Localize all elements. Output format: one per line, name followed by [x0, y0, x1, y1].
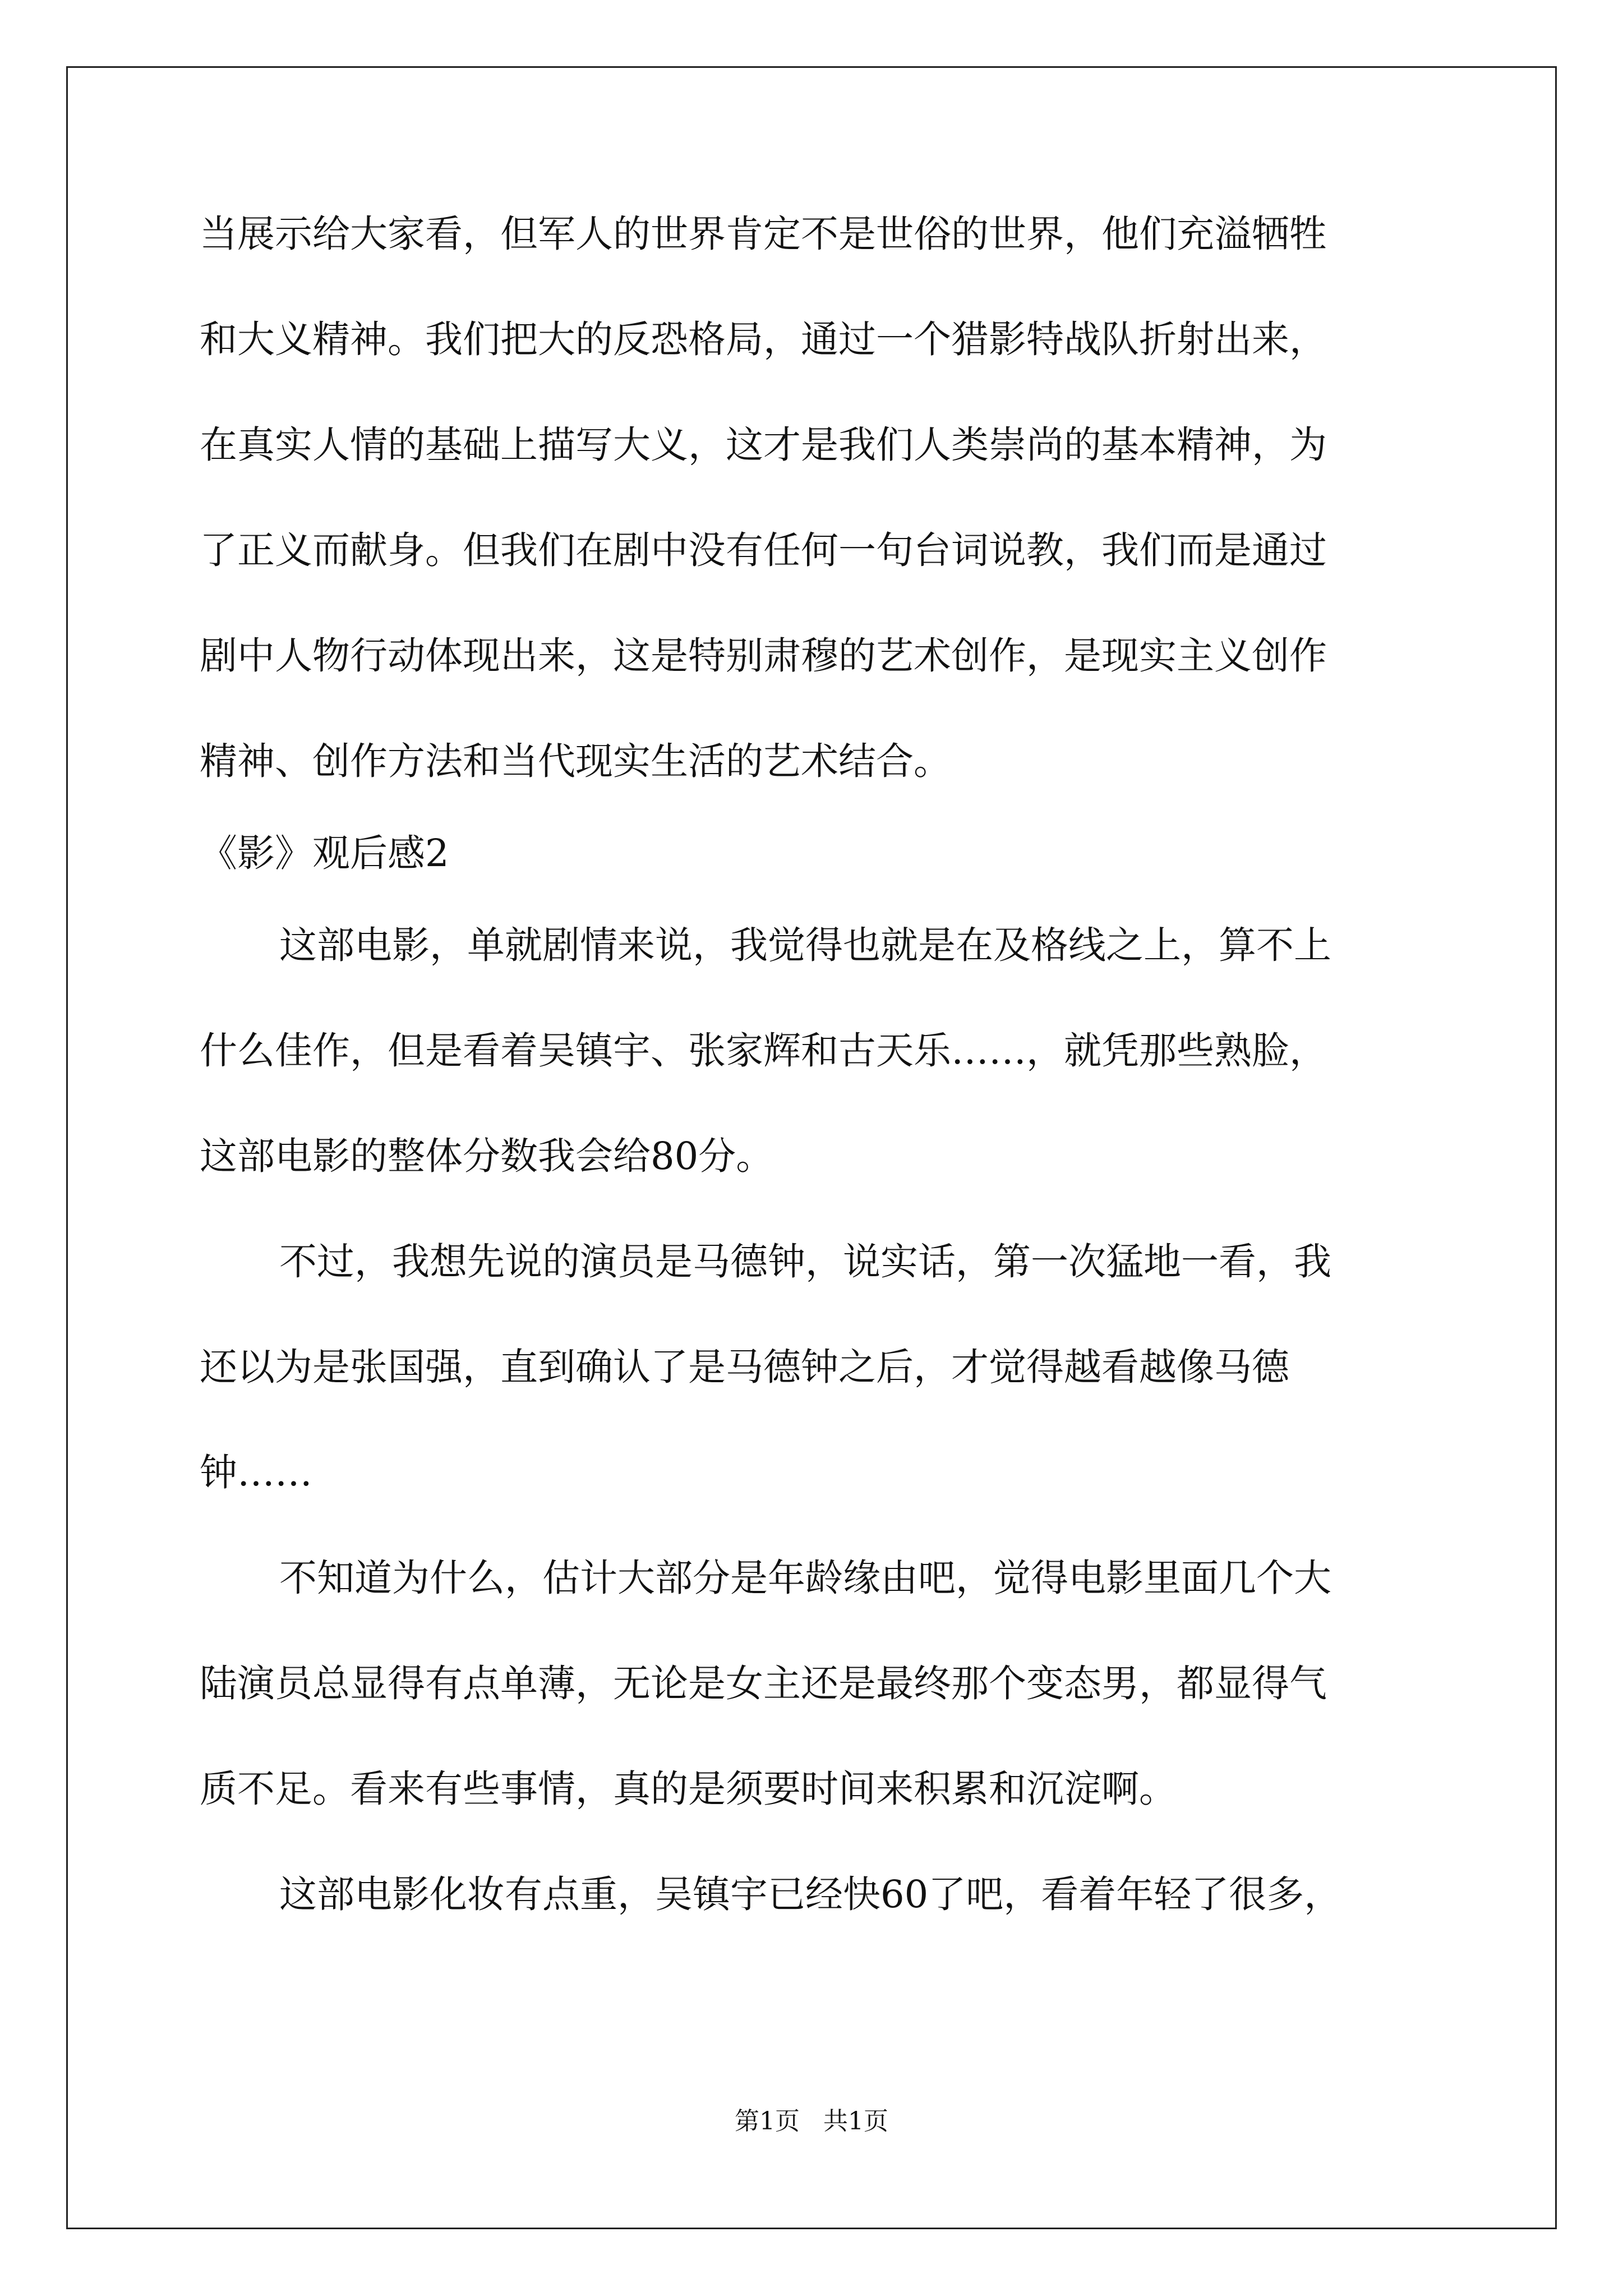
- paragraph-line: 什么佳作，但是看着吴镇宇、张家辉和古天乐……，就凭那些熟脸，: [200, 1029, 1327, 1073]
- page-footer: 第1页 共1页: [735, 2107, 888, 2136]
- document-body: [200, 208, 1433, 1973]
- paragraph-line: 了正义而献身。但我们在剧中没有任何一句台词说教，我们而是通过: [200, 528, 1327, 572]
- paragraph-line: 和大义精神。我们把大的反恐格局，通过一个猎影特战队折射出来，: [200, 318, 1327, 361]
- section-heading: 《影》观后感2: [200, 831, 449, 875]
- paragraph-line: 质不足。看来有些事情，真的是须要时间来积累和沉淀啊。: [200, 1767, 1177, 1811]
- paragraph-line: 不知道为什么，估计大部分是年龄缘由吧，觉得电影里面几个大: [279, 1556, 1331, 1600]
- paragraph-line: 这部电影的整体分数我会给80分。: [200, 1134, 774, 1178]
- paragraph-line: 精神、创作方法和当代现实生活的艺术结合。: [200, 739, 951, 783]
- paragraph-line: 在真实人情的基础上描写大义，这才是我们人类崇尚的基本精神，为: [200, 423, 1327, 467]
- paragraph-line: 陆演员总显得有点单薄，无论是女主还是最终那个变态男，都显得气: [200, 1662, 1327, 1705]
- paragraph-line: 这部电影，单就剧情来说，我觉得也就是在及格线之上，算不上: [279, 923, 1331, 967]
- paragraph-line: 当展示给大家看，但军人的世界肯定不是世俗的世界，他们充溢牺牲: [200, 212, 1327, 256]
- paragraph-line: 钟……: [200, 1451, 312, 1494]
- paragraph-line: 这部电影化妆有点重，吴镇宇已经快60了吧，看着年轻了很多，: [279, 1872, 1342, 1916]
- paragraph-line: 不过，我想先说的演员是马德钟，说实话，第一次猛地一看，我: [279, 1240, 1331, 1283]
- paragraph-line: 剧中人物行动体现出来，这是特别肃穆的艺术创作，是现实主义创作: [200, 634, 1327, 678]
- paragraph-line: 还以为是张国强，直到确认了是马德钟之后，才觉得越看越像马德: [200, 1345, 1289, 1389]
